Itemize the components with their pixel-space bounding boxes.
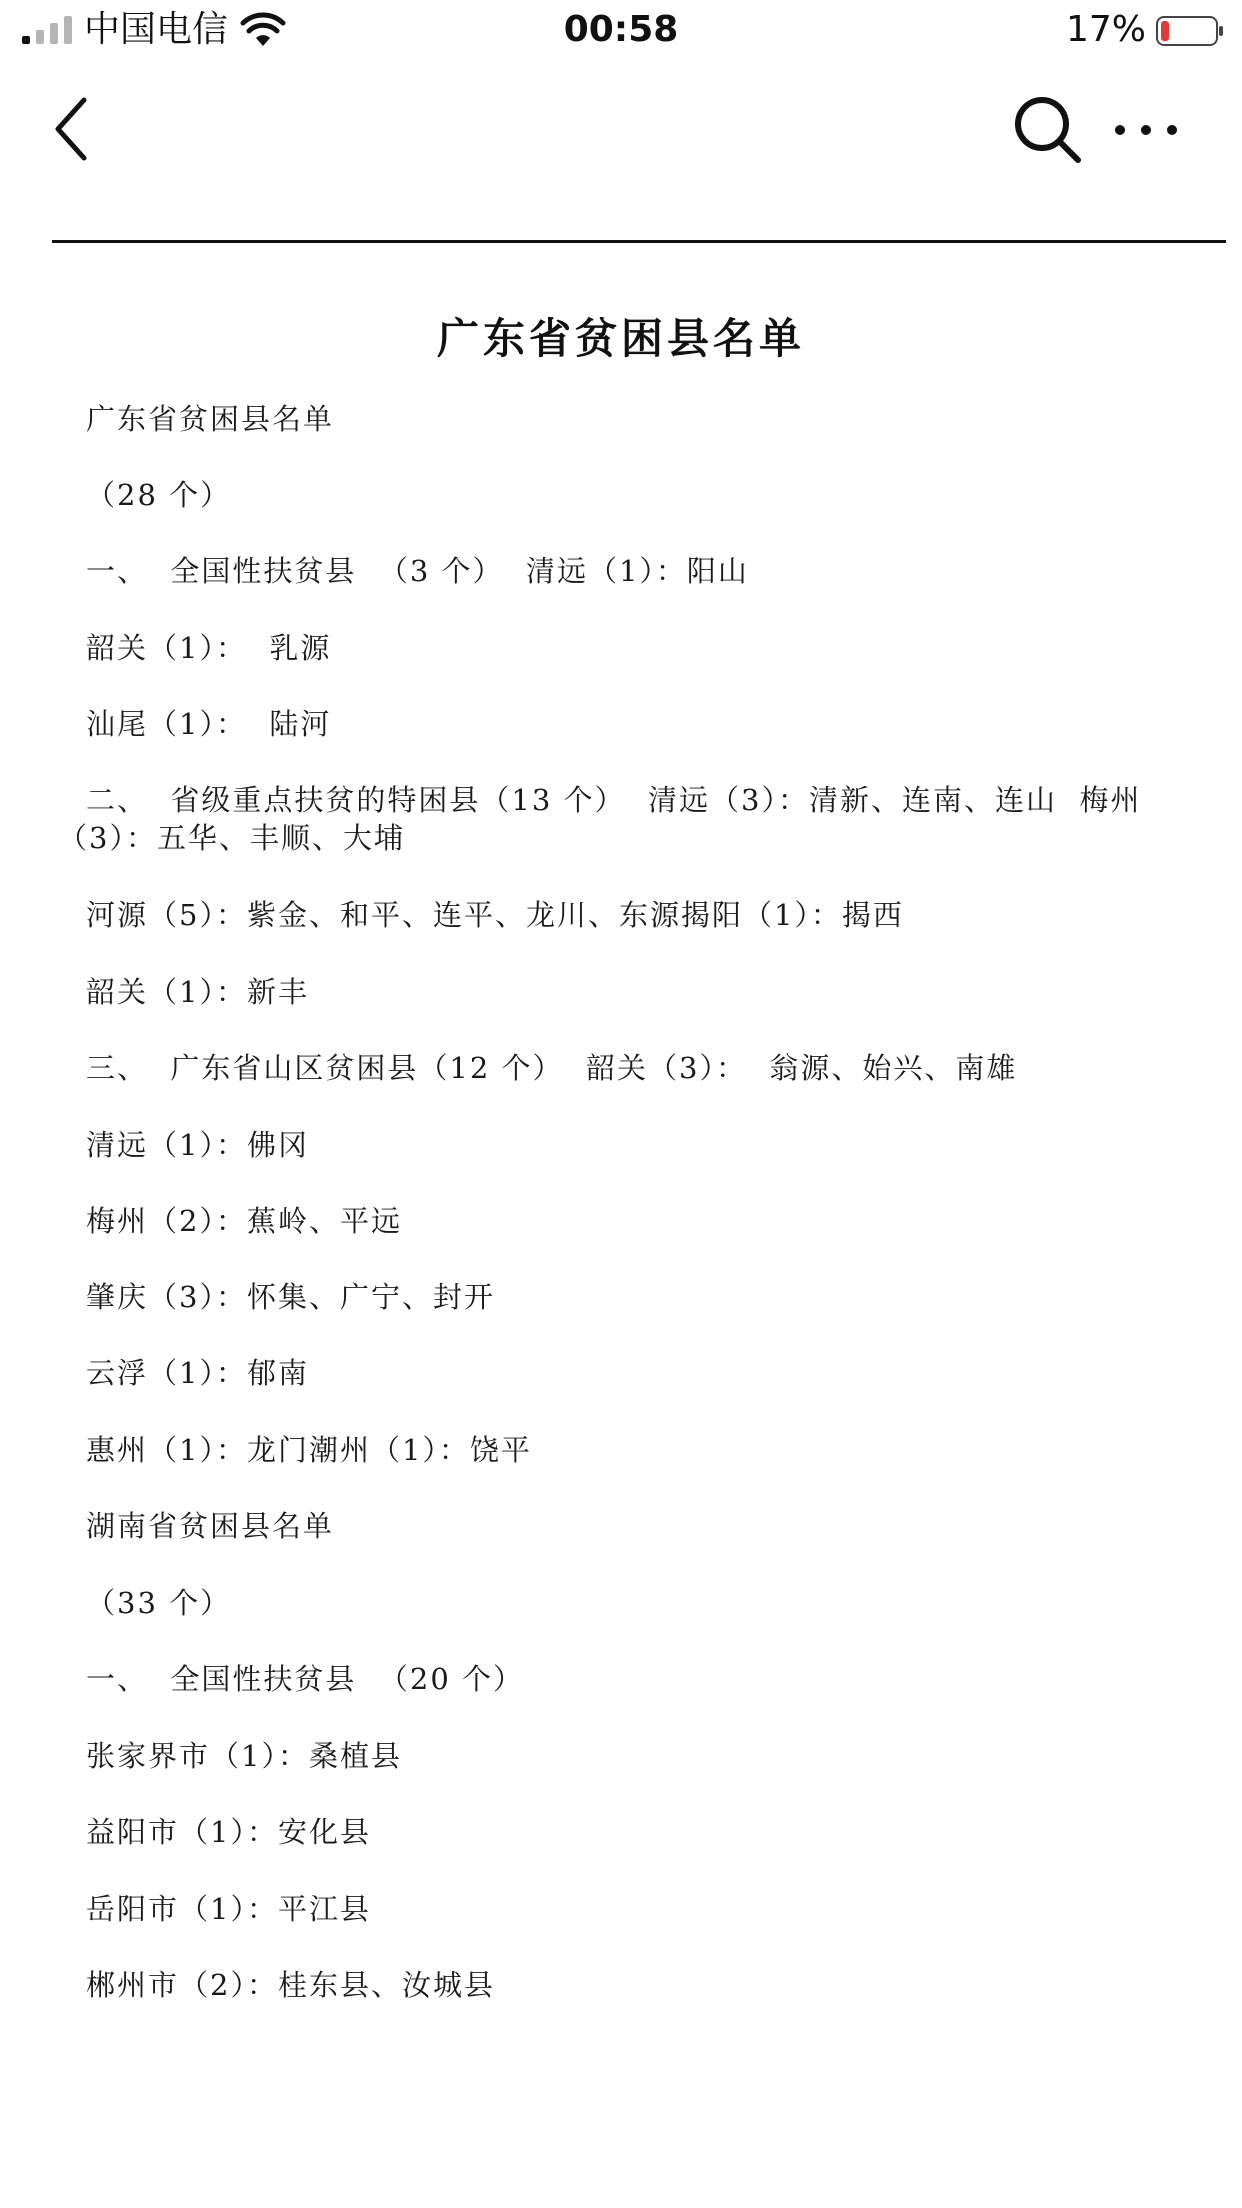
paragraph: 韶关（1）： 乳源 — [86, 631, 332, 665]
carrier-name: 中国电信 — [84, 9, 229, 50]
chevron-left-icon[interactable] — [48, 94, 104, 164]
paragraph: 梅州（2）：蕉岭、平远 — [86, 1204, 402, 1238]
paragraph: （28 个） — [86, 478, 232, 512]
more-dots-icon[interactable] — [1110, 112, 1182, 148]
paragraph: 清远（1）：佛冈 — [86, 1128, 309, 1162]
battery-icon — [1156, 16, 1224, 46]
paragraph: 岳阳市（1）：平江县 — [86, 1892, 371, 1926]
status-bar — [0, 0, 1242, 64]
paragraph: 惠州（1）：龙门潮州（1）：饶平 — [86, 1433, 532, 1467]
status-time: 00:58 — [563, 9, 679, 50]
paragraph: 一、 全国性扶贫县 （20 个） — [86, 1662, 524, 1696]
paragraph: 湖南省贫困县名单 — [86, 1509, 335, 1543]
paragraph: 一、 全国性扶贫县 （3 个） 清远（1）：阳山 — [86, 554, 749, 588]
paragraph: 河源（5）：紫金、和平、连平、龙川、东源揭阳（1）：揭西 — [86, 898, 904, 932]
paragraph: 郴州市（2）：桂东县、汝城县 — [86, 1968, 495, 2002]
paragraph: 广东省贫困县名单 — [86, 402, 335, 436]
paragraph: 二、 省级重点扶贫的特困县（13 个） 清远（3）：清新、连南、连山 梅州（3）：五华、丰顺、大埔 — [58, 783, 1142, 855]
paragraph: （33 个） — [86, 1586, 232, 1620]
nav-divider — [52, 240, 1226, 243]
paragraph: 云浮（1）：郁南 — [86, 1356, 309, 1390]
paragraph: 韶关（1）：新丰 — [86, 975, 309, 1009]
battery-percentage: 17% — [1065, 9, 1146, 50]
paragraph: 三、 广东省山区贫困县（12 个） 韶关（3）： 翁源、始兴、南雄 — [86, 1051, 1018, 1085]
search-icon[interactable] — [1012, 94, 1084, 166]
navigation-bar — [0, 64, 1242, 244]
paragraph: 肇庆（3）：怀集、广宁、封开 — [86, 1280, 495, 1314]
article-title: 广东省贫困县名单 — [436, 314, 805, 363]
paragraph: 张家界市（1）：桑植县 — [86, 1739, 402, 1773]
paragraph: 汕尾（1）： 陆河 — [86, 707, 332, 741]
paragraph: 益阳市（1）：安化县 — [86, 1815, 371, 1849]
